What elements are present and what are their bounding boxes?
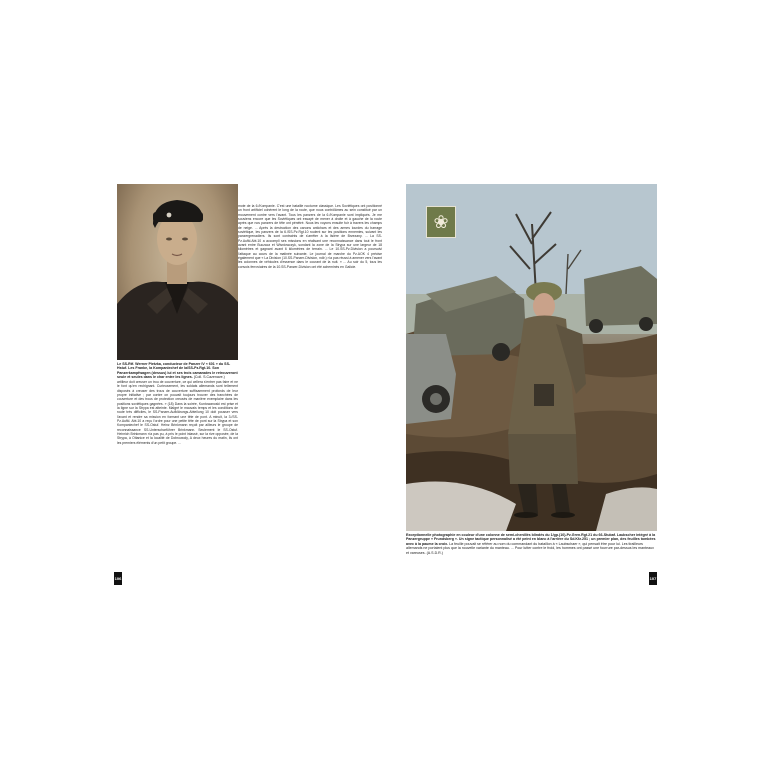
portrait-illustration xyxy=(117,184,238,360)
text-column-right: mote de la 6./Kompanie. C'est une bataille nocturne classique. Les Soviétiques ont positionné un front artificiel cohérent le long de la route, que nous contrôlâmes au sein constitué par un mouvement contre vers l'avant. Tous les panzers de la 6./Kompanie sont impliqués. Je me souviens encore que les Soviétiques ont essayé de mener à droite et à gauche de la route après que nos panzers de tête ont pénétré. Nous les voyons ensuite fuir à travers les champs de neige. ... Après la destruction des canons antichars et des armes lourdes du barrage soviétique, les panzers de la 6./SS-Pz.Rgt.10 roulent sur les positions ennemies, suivant les panzergrenadiers. Ils sont contraints de s'arrêter à la lisière de Brzezany. ... La SS-Pz.Aufkl.Abt.10 a accompli ses missions en réalisant une reconnaissance dans tout le front avant entre Buczacz et Wisniowczyk, sondant la zone de la Strypa sur une largeur de 18 kilomètres et gagnant avant 6 kilomètres de terrain. ... Le 10.SS-Pz.Division a poursuivi l'attaque au cours de la matinée suivante. Le journal de marche du Pz.AOK 4 précise également que « La Division (10.SS-Panzer-Division, ndlr.) n'a pas réussi à amener vers l'avant les colonnes de véhicules d'essence dans le courant de la nuit. » ... Au soir du 5, tous les convois ferroviaires de la 10.SS-Panzer-Division ont été acheminés en Galicie. xyxy=(238,204,382,576)
portrait-caption-bold: Le SS-Rtf. Werner Pietzka, conducteur de Panzer IV « 601 » du SS-Hstuf. Les Franke, la Kompaniechef de la/SS-Pz.Rgt.10. Son Panzerkampfwagen (dessus) lui et ses trois camarades le retrouveront seule et seules dans le char entre les lignes. xyxy=(117,362,238,380)
portrait-photo xyxy=(117,184,238,360)
page-number-left: 106 xyxy=(114,572,122,585)
portrait-caption-credit: (Coll. S.Cazenave.) xyxy=(193,375,225,380)
photo-caption-bold: Exceptionnelle photographie en couleur d'une colonne de semi-chenillés blindés du 1/gp.(10)-Pz.Gren.Rgt.21 du 66-Stubaf. Laubscher intégré à la Panzergruppe « Frundsberg ». Un signe tactique personnalisé a été peint en blanc à l'arrière du Sd.Kfz.251 ; un premier plan, des feuilles tombées avec à la paume la croix. xyxy=(406,533,656,546)
oak-leaf-tactical-sign-icon: ❀ xyxy=(426,206,456,238)
color-photograph xyxy=(406,184,657,531)
photo-caption-credit: (A.S.D.R.) xyxy=(426,550,443,555)
page-number-right: 107 xyxy=(649,572,657,585)
right-page xyxy=(404,184,657,586)
left-page xyxy=(114,184,386,586)
photo-caption xyxy=(406,533,656,555)
text-column-left: artilleur doit creuser un trou de couverture, ce qui cellera s'entrer pas faire et ne le font qu'en rechignant. Curieusement, les soldats allemands sont tellement disposés à creuser des trous de couverture suffisamment profonds de leur propre initiative ; par contre on pouvait toujours trouver des tranchées de couverture et des trous de protection creusés de manière exemplaire dans les positions soviétiques gagnées. » (18) Dans la soirée, Kuntowanoski est prise et la ligne sur la Strypa est atteinte. Malgré le mauvais temps et les conditions de route très difficiles, le SS-Panzer-Aufklärungs-Abteilung 10 doit pousser vers l'avant et rendre sa mission en formant une tête de pont. A minuit, la 3./SS-Pz.Aufkl. Abt.10 a reçu l'ordre pour une petite tête de pont sur la Strypa et son Kompaniechef le SS-Ostuf. Heinz Brinkmann reçoit par ailleurs le groupe de reconnaissance SS-Unterscharführer Brinkmann. Seulement le SS-Ostuf. Heinrich Brinkmann n'a pas pu, à pris le point inlassé, sur la rive opposée, de la Strypa, à Ottanice et la localité de Dobrowody, A deux heures du matin, ils ont les premiers éléments d'un petit groupe. ... xyxy=(117,380,238,445)
portrait-caption xyxy=(117,362,238,380)
photo-caption-text: La feuille pouvait se référer au nom du commandant du bataillon à « Laubschaer », qui pensait être pour lui. Les tirailleurs allemands ne portaient plus que la nouvelle variante du manteau. ... Pour lutter contre le froid, les hommes ont passé une fourrure par-dessus les manteaux et vareuses. xyxy=(406,541,654,555)
